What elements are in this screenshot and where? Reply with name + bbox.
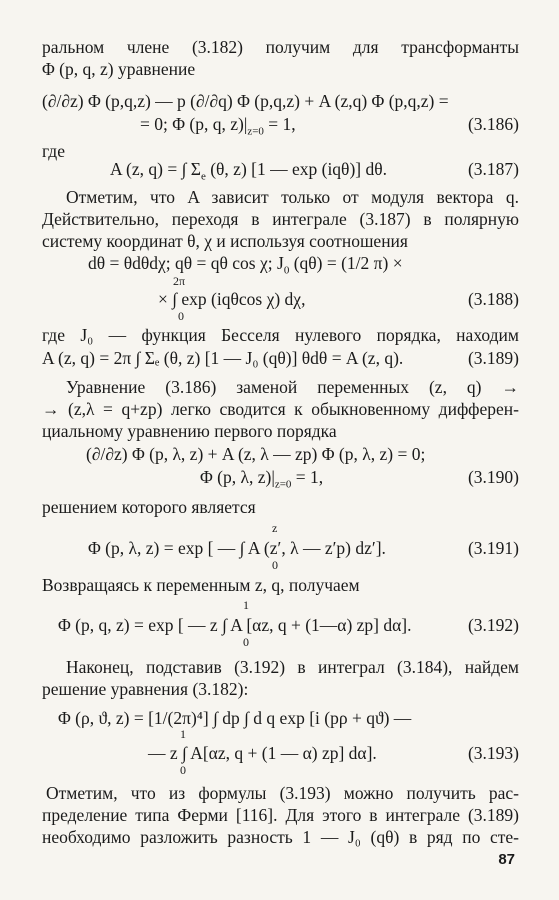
text-line: систему координат θ, χ и используя соотношения [42,231,408,251]
page-number: 87 [498,851,515,868]
integral-lower-limit: 0 [178,309,184,323]
text-line: Отметим, что A зависит только от модуля вектора q. [66,187,519,207]
equation-3-190-line2: Φ (p, λ, $z)|_{z=0} = 1$, [200,467,324,491]
text-line: решением которого является [42,497,256,517]
equation-3-193-line1: Φ (ρ, ϑ, z) = [1/(2π)⁴] ∫ dp ∫ d q exp [i (pρ + qϑ) — [58,708,412,728]
equation-number: (3.192) [467,615,519,635]
text-line: циальному уравнению первого порядка [42,421,337,441]
equation-number: (3.191) [467,538,519,558]
integral-lower-limit: 0 [272,558,278,572]
text-line: Возвращаясь к переменным z, q, получаем [42,575,360,595]
text-line: Отметим, что из формулы (3.193) можно получить рас- [46,783,519,803]
equation-3-189: A (z, q) = 2π ∫ Σₑ (θ, z) [1 — J₀ (qθ)] θdθ = A (z, q). [42,348,404,368]
equation-3-190-line1: (∂/∂z) Φ (p, λ, z) + A (z, λ — zp) Φ (p, λ, z) = 0; [86,444,426,464]
equation-3-186-line2: = 0; Φ (p, q, $z)|_{z=0} = 1$, [140,114,296,138]
integral-upper-limit: 2π [173,274,186,288]
text-line: необходимо разложить разность 1 — J₀ (qθ) в ряд по сте- [42,827,519,847]
text-line: где [42,141,65,161]
integral-upper-limit: z [272,521,278,535]
equation-number: (3.188) [467,289,519,309]
integral-lower-limit: 0 [243,635,249,649]
text-line: Действительно, переходя в интеграле (3.187) в полярную [42,209,519,229]
text-line: Φ (p, q, z) уравнение [42,59,196,79]
equation-3-188-line2: × ∫ exp (iqθcos χ) dχ, [158,289,306,309]
integral-upper-limit: 1 [180,727,186,741]
equation-number: (3.189) [467,348,519,368]
text-line: Уравнение (3.186) заменой переменных (z, q) → [66,377,519,397]
equation-3-191: Φ (p, λ, z) = exp [ — ∫ A (z′, λ — z′p) dz′]. [88,538,386,558]
text-line: пределение типа Ферми [116]. Для этого в интеграле (3.189) [42,805,519,825]
equation-3-192: Φ (p, q, z) = exp [ — z ∫ A [αz, q + (1—α) zp] dα]. [58,615,412,635]
equation-number: (3.187) [467,159,519,179]
equation-number: (3.186) [467,114,519,134]
text-line: решение уравнения (3.182): [42,679,249,699]
equation-number: (3.190) [467,467,519,487]
integral-lower-limit: 0 [180,763,186,777]
text-line: Наконец, подставив (3.192) в интеграл (3.184), найдем [66,657,519,677]
equation-number: (3.193) [467,743,519,763]
text-line: ральном члене (3.182) получим для трансформанты [42,37,519,57]
text-line: → (z,λ = q+zp) легко сводится к обыкновенному дифферен- [42,399,519,419]
integral-upper-limit: 1 [243,598,249,612]
equation-3-186-line1: (∂/∂z) Φ (p,q,z) — p (∂/∂q) Φ (p,q,z) + A (z,q) Φ (p,q,z) = [42,91,449,111]
equation-3-188-line1: dθ = θdθdχ; qθ = qθ cos χ; $J_0$ (qθ) = (1/2 π) × [88,253,403,277]
text-line: где J₀ — функция Бесселя нулевого порядка, находим [42,325,519,345]
equation-3-193-line2: — z ∫ A[αz, q + (1 — α) zp] dα]. [148,743,377,763]
equation-3-187: A (z, q) = ∫ $\Sigma_e$ (θ, z) [1 — exp (iqθ)] dθ. [110,159,387,183]
